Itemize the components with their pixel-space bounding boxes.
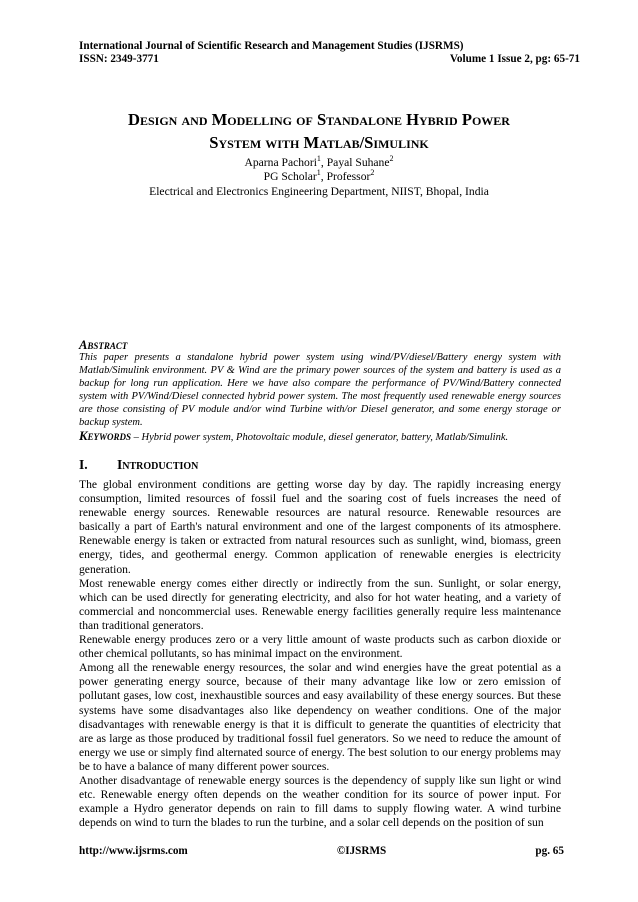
abstract-heading: Abstract <box>79 338 128 352</box>
paper-title <box>60 108 578 154</box>
paragraph: Most renewable energy comes either directly or indirectly from the sun. Sunlight, or solar energy, which can be used directly for generating electricity, and also for hot water heating, and a variety of commercial and noncommercial uses. Renewable energy facilities generally require less maintenance than traditional generators. <box>79 576 561 632</box>
section-number: I. <box>79 457 88 472</box>
title-line-1: Design and Modelling of Standalone Hybrid Power <box>128 110 510 129</box>
author-affiliation: Electrical and Electronics Engineering Department, NIIST, Bhopal, India <box>149 184 489 198</box>
issn: ISSN: 2349-3771 <box>79 53 159 65</box>
footer-url[interactable]: http://www.ijsrms.com <box>79 845 188 857</box>
section-title: Introduction <box>117 457 199 472</box>
paragraph: Another disadvantage of renewable energy sources is the dependency of supply like sun light or wind etc. Renewable energy often depends on the weather condition for its source of power input. For example a Hydro generator depends on rain to fill dams to supply flowing water. A wind turbine depends on wind to turn the blades to run the turbine, and a solar cell depends on the position of sun <box>79 773 561 830</box>
keywords-heading: Keywords <box>79 429 132 443</box>
author-names: Aparna Pachori$^1$, Payal Suhane$^2$ <box>244 154 394 169</box>
keywords <box>79 429 561 445</box>
section-heading <box>79 457 198 473</box>
paragraph: Renewable energy produces zero or a very little amount of waste products such as carbon dioxide or other chemical pollutants, so has minimal impact on the environment. <box>79 633 561 661</box>
journal-name: International Journal of Scientific Research and Management Studies (IJSRMS) <box>79 40 464 52</box>
footer-page-number: pg. 65 <box>535 845 564 857</box>
title-line-2: System with Matlab/Simulink <box>209 133 429 152</box>
author-roles: PG Scholar$^1$, Professor$^2$ <box>263 168 375 184</box>
abstract-text: This paper presents a standalone hybrid power system using wind/PV/diesel/Battery energy system with Matlab/Simulink environment. PV & Wind are the primary power sources of the system and battery is used as a backup for long run application. Here we have also compare the performance of PV/Wind/Battery connected system with PV/Wind/Diesel connected hybrid power system. The most frequently used renewable energy sources are those consisting of PV module and/or wind Turbine with/or Diesel generator, and some energy storage or backup system. <box>79 352 561 429</box>
footer-copyright: ©IJSRMS <box>336 845 387 857</box>
body-text <box>79 478 561 830</box>
volume-info: Volume 1 Issue 2, pg: 65-71 <box>449 53 580 65</box>
paragraph: Among all the renewable energy resources, the solar and wind energies have the great potential as a power generating energy source, because of their many advantage like low or zero emission of pollutant gases, low cost, inexhaustible sources and easy availability of these energy sources. But these systems have some disadvantages also like dependency on weather conditions. One of the major disadvantages with renewable energy is that it is difficult to generate the quantities of electricity that are as large as those produced by traditional fossil fuel generators. So we need to reduce the amount of energy we use or simply find alternated source of energy. The best solution to our energy problems may be to have a balance of many different power sources. <box>79 661 561 773</box>
page-footer <box>79 845 564 858</box>
paragraph: The global environment conditions are getting worse day by day. The rapidly increasing energy consumption, limited resources of fossil fuel and the soaring cost of fuels increases the need of renewable energy sources. Renewable resources are natural resource. Renewable resources are basically a part of Earth's natural environment and one of the largest components of its atmosphere. Renewable energy is taken or extracted from natural resources such as sunlight, wind, biomass, green energy, tides, and geothermal energy. Common application of renewable energies is electricity generation. <box>79 478 561 576</box>
keywords-text: – Hybrid power system, Photovoltaic module, diesel generator, battery, Matlab/Simulink. <box>131 432 509 443</box>
author-block <box>60 156 578 199</box>
journal-issue-line <box>79 53 580 66</box>
